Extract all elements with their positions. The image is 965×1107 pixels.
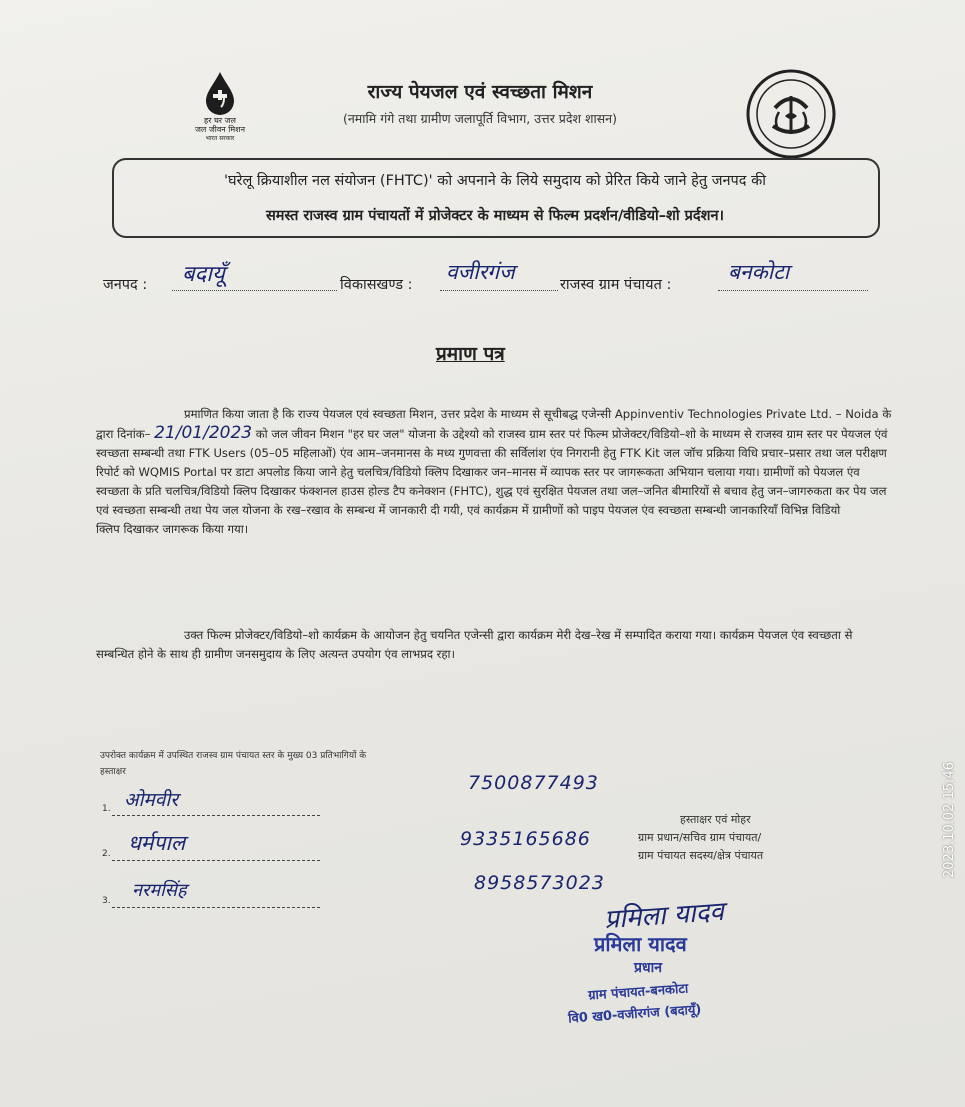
- district-value: बदायूँ: [182, 262, 225, 287]
- pradhan-signature: प्रमिला यादव: [603, 896, 725, 936]
- logo-caption-1: हर घर जल: [204, 116, 236, 125]
- signatory-role-label-2: ग्राम पंचायत सदस्य/क्षेत्र पंचायत: [638, 849, 764, 862]
- signature-seal-label: हस्ताक्षर एवं मोहर: [680, 813, 751, 826]
- photo-timestamp-container: [940, 726, 964, 886]
- participant-number: 3.: [102, 896, 111, 906]
- photo-timestamp: 2023.10.02 15:46: [942, 761, 957, 878]
- mission-title: राज्य पेयजल एवं स्वच्छता मिशन: [367, 81, 593, 103]
- paragraph-1-start: प्रमाणित किया जाता है कि राज्य पेयजल एवं स्वच्छता मिशन, उत्तर प्रदेश के माध्यम से सूचीबद्ध एजेन्सी Appinventiv Technologies Private Ltd. – Noida के द्वारा दिनांक–: [96, 407, 892, 441]
- certificate-title: प्रमाण पत्र: [436, 343, 505, 365]
- block-value: वजीरगंज: [446, 260, 515, 284]
- subject-line-1: 'घरेलू क्रियाशील नल संयोजन (FHTC)' को अपनाने के लिये समुदाय को प्रेरित किये जाने हेतु जनपद की: [224, 173, 766, 189]
- participants-intro: उपरोक्त कार्यक्रम में उपस्थित राजस्व ग्राम पंचायत स्तर के मुख्य 03 प्रतिभागियों के: [100, 751, 367, 761]
- panchayat-value: बनकोटा: [728, 260, 790, 284]
- panchayat-label: राजस्व ग्राम पंचायत :: [560, 277, 672, 293]
- mission-subtitle: (नमामि गंगे तथा ग्रामीण जलापूर्ति विभाग, उत्तर प्रदेश शासन): [342, 111, 617, 126]
- participant-name: ओमवीर: [124, 789, 179, 811]
- paragraph-1-main: को जल जीवन मिशन "हर घर जल" योजना के उद्देश्यो को राजस्व ग्राम स्तर परं फिल्म प्रोजेक्टर/विडियो–शो के माध्यम से राजस्व ग्राम स्तर पर पेयजल एंवं स्वच्छता सम्बन्धी तथा FTK Users (05–05 महिलाओं) एंव आम–जनमानस के मध्य गुणवत्ता की सर्विलांश एंव निगरानी हेतु FTK Kit जल जॉच प्रक्रिया विधि प्रचार–प्रसार तथा जल परीक्षण रिपोर्ट को WQMIS Portal पर डाटा अपलोड किया जाने हेतु चलचित्र/विडियो क्लिप दिखाकर जन–मानस में व्यापक स्तर पर जागरूकता अभियान चलाया गया। ग्रामीणों को पेयजल एंव स्वच्छता के प्रति चलचित्र/विडियो क्लिप दिखाकर फंक्शनल हाउस होल्ड टैप कनेक्शन (FHTC), शुद्ध एवं सुरक्षित पेयजल तथा जल–जनित बीमारियों से बचाव हेतु जन–जागरुकता कर पेय जल एवं स्वच्छता सम्बन्धी तथा पेय जल योजना के रख–रखाव के सम्बन्ध में जानकारी दी गयी, एवं कार्यक्रम में ग्रामीणों को पाइप पेयजल एंव स्वच्छता सम्बन्धी जानकारियॉं विभिन्न विडियो: [96, 427, 888, 517]
- participant-number: 1.: [102, 804, 111, 814]
- stamp-panchayat: ग्राम पंचायत-बनकोटा: [587, 981, 689, 1004]
- signatory-role-label: ग्राम प्रधान/सचिव ग्राम पंचायत/: [638, 831, 762, 844]
- certificate-date: 21/01/2023: [154, 423, 253, 443]
- participant-phone: 7500877493: [468, 772, 599, 794]
- paragraph-2-text: उक्त फिल्म प्रोजेक्टर/विडियो–शो कार्यक्रम के आयोजन हेतु चयनित एजेन्सी द्वारा कार्यक्रम मेरी देख–रेख में सम्पादित कराया गया। कार्यक्रम पेयजल एंव स्वच्छता से सम्बन्धित होने के साथ ही ग्रामीण जनसमुदाय के लिए अत्यन्त उपयोग एंव लाभप्रद रहा।: [96, 628, 853, 661]
- logo-caption-3: भारत सरकार: [205, 135, 235, 142]
- stamp-role: प्रधान: [634, 960, 662, 976]
- participant-name: धर्मपाल: [128, 831, 186, 855]
- block-label: विकासखण्ड :: [340, 277, 413, 293]
- participant-row: [102, 882, 322, 912]
- subject-line-2: समस्त राजस्व ग्राम पंचायतों में प्रोजेक्टर के माध्यम से फिल्म प्रदर्शन/वीडियो–शो प्रर्दशन।: [265, 208, 725, 224]
- paragraph-1-end: क्लिप दिखाकर जागरूक किया गया।: [96, 522, 249, 536]
- participants-intro-2: हस्ताक्षर: [100, 767, 126, 777]
- participant-phone: 9335165686: [460, 828, 591, 850]
- har-ghar-jal-logo: [180, 70, 260, 155]
- participant-row: [102, 790, 322, 820]
- certificate-paragraph-1: [96, 405, 892, 539]
- certificate-paragraph-2: [96, 626, 892, 664]
- participant-number: 2.: [102, 849, 111, 859]
- water-drop-tap-icon: [200, 70, 240, 116]
- district-label: जनपद :: [103, 277, 148, 293]
- stamp-name: प्रमिला यादव: [594, 932, 687, 956]
- participant-row: [102, 831, 322, 865]
- stamp-block: वि0 ख0-वजीरगंज (बदायूँ): [567, 1002, 702, 1027]
- participant-name: नरमसिंह: [132, 880, 187, 901]
- participant-phone: 8958573023: [474, 872, 605, 894]
- logo-caption-2: जल जीवन मिशन: [194, 125, 246, 134]
- uttar-pradesh-emblem-icon: [745, 68, 837, 160]
